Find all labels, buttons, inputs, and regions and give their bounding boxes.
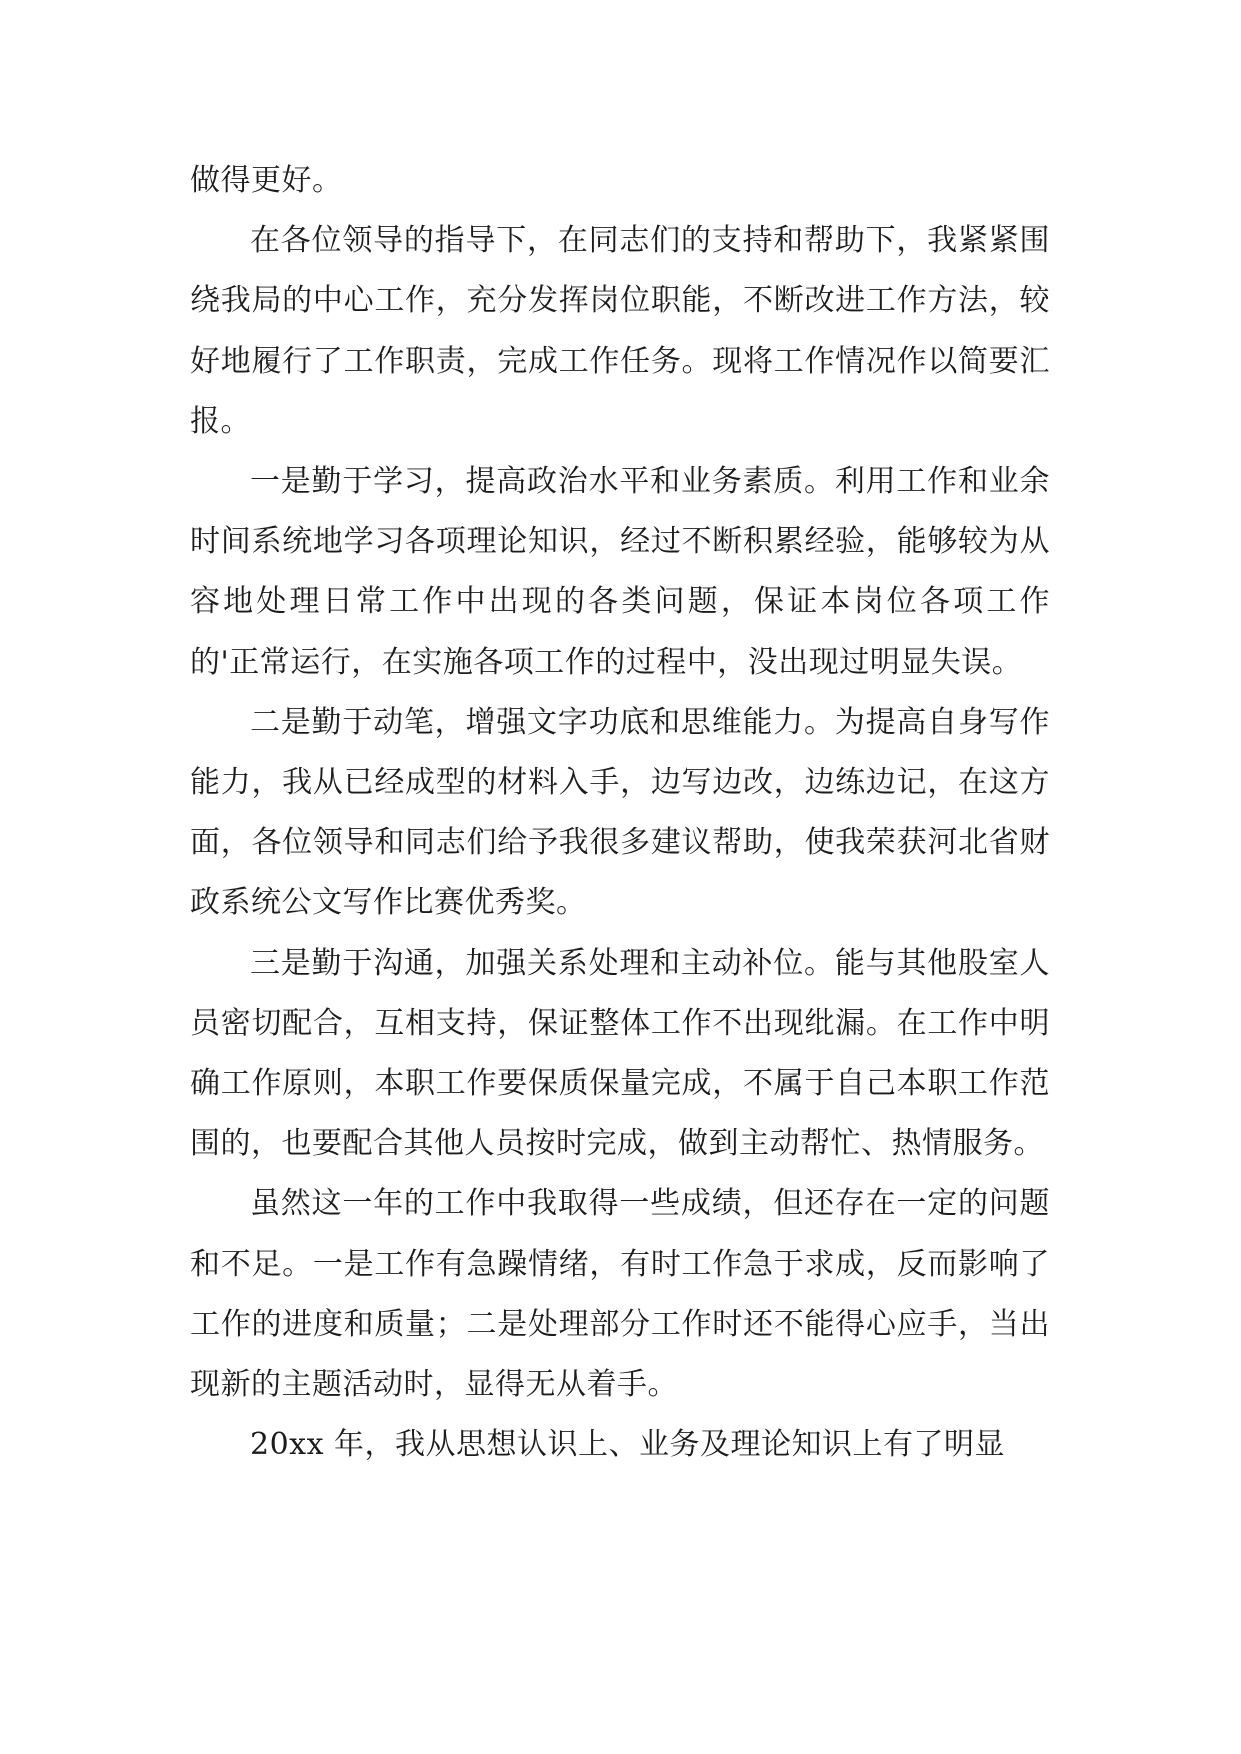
document-body xyxy=(190,151,1050,1475)
paragraph-year-summary: 20xx 年，我从思想认识上、业务及理论知识上有了明显 xyxy=(250,1427,1006,1463)
paragraph-writing: 二是勤于动笔，增强文字功底和思维能力。为提高自身写作能力，我从已经成型的材料入手，边写边改，边练边记，在这方面，各位领导和同志们给予我很多建议帮助，使我荣获河北省财政系统公文写作比赛优秀奖。 xyxy=(190,704,1050,921)
paragraph-communication: 三是勤于沟通，加强关系处理和主动补位。能与其他股室人员密切配合，互相支持，保证整体工作不出现纰漏。在工作中明确工作原则，本职工作要保质保量完成，不属于自己本职工作范围的，也要配合其他人员按时完成，做到主动帮忙、热情服务。 xyxy=(190,945,1050,1162)
paragraph-shortcomings: 虽然这一年的工作中我取得一些成绩，但还存在一定的问题和不足。一是工作有急躁情绪，有时工作急于求成，反而影响了工作的进度和质量；二是处理部分工作时还不能得心应手，当出现新的主题活动时，显得无从着手。 xyxy=(190,1186,1050,1403)
paragraph-intro: 在各位领导的指导下，在同志们的支持和帮助下，我紧紧围绕我局的中心工作，充分发挥岗位职能，不断改进工作方法，较好地履行了工作职责，完成工作任务。现将工作情况作以简要汇报。 xyxy=(190,223,1050,439)
paragraph-continuation: 做得更好。 xyxy=(190,163,343,198)
paragraph-study: 一是勤于学习，提高政治水平和业务素质。利用工作和业余时间系统地学习各项理论知识，经过不断积累经验，能够较为从容地处理日常工作中出现的各类问题，保证本岗位各项工作的'正常运行，在实施各项工作的过程中，没出现过明显失误。 xyxy=(190,464,1050,680)
